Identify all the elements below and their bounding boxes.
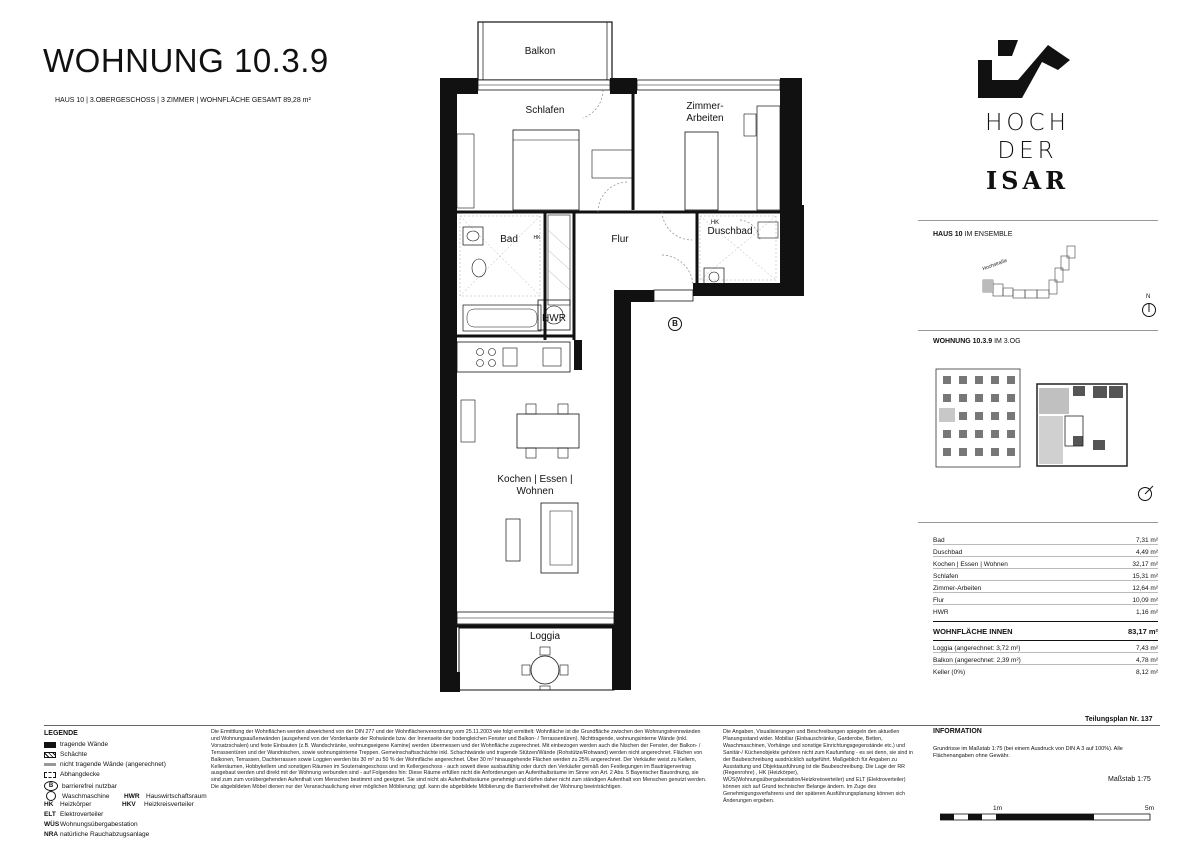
scale-label: Maßstab 1:75 [1108,776,1151,783]
legend-item: NRA natürliche Rauchabzugsanlage [44,831,150,838]
extra-area-row: Balkon (angerechnet: 2,39 m²) 4,78 m² [933,657,1158,664]
legal-notes-col2: Die Angaben, Visualisierungen und Beschreibungen spiegeln den aktuellen Planungsstand wider. Mobiliar (Einbauschränke, Garderobe, Betten, Waschmaschinen, Vorhänge und sonstige Einrichtungsgegenstände etc.) und Sanitär-/ Küchenobjekte gehören nicht zum Kaufumfang - es sei denn, sie sind in der Baubeschreibung ausdrücklich aufgeführt. Maßgeblich für Angaben zu Ausstattung und Objektausführung ist die Baubeschreibung. Die Lage der RR (Regenrohre) , HK (Heizkörper), WÜS(Wohnungsübergabestation/Heizkreisverteiler) und ELT (Elektroverteiler) können sich auf Grund technischer Belange ändern. Im Zuge des Genehmigungsverfahrens und der späteren Ausführungsplanung können sich Änderungen ergeben. [723,729,913,805]
area-row: HWR 1,16 m² [933,609,1158,616]
divider [933,621,1158,622]
footer-divider [44,725,1160,726]
scale-bar [940,812,1160,824]
hk-label-duschbad: HK [710,220,720,226]
room-label-duschbad: Duschbad [707,226,753,237]
legend-item: B barrierefrei nutzbar [44,781,117,791]
logo-line-hoch: HOCH [985,110,1070,136]
scale-1m-label: 1m [993,805,1003,812]
area-row: Zimmer-Arbeiten 12,64 m² [933,585,1158,592]
legend-item: ELT Elektroverteiler [44,811,104,818]
area-row: Schlafen 15,31 m² [933,573,1158,580]
info-title: INFORMATION [933,728,982,735]
legend-item: nicht tragende Wände (angerechnet) [44,761,166,768]
info-text: Grundrisse im Maßstab 1:75 (bei einem Ausdruck von DIN A 3 auf 100%). Alle Flächenangaben ohne Gewähr. [933,746,1123,759]
room-label-schlafen: Schlafen [525,105,565,116]
room-label-kochen-2: Wohnen [516,486,554,497]
extra-area-row: Loggia (angerechnet: 3,72 m²) 7,43 m² [933,645,1158,652]
legend-item: Schächte [44,751,87,758]
street-label: Hochstraße [981,257,1009,273]
divider [918,522,1158,523]
page-subtitle: HAUS 10 | 3.OBERGESCHOSS | 3 ZIMMER | WOHNFLÄCHE GESAMT 89,28 m² [55,97,311,104]
page-title: WOHNUNG 10.3.9 [43,42,329,79]
compass-icon [1137,484,1155,502]
logo-line-isar: ISAR [985,166,1070,195]
total-area-row: WOHNFLÄCHE INNEN 83,17 m² [933,627,1158,636]
divider [918,330,1158,331]
room-label-zimmer-arbeiten-1: Zimmer- [686,101,724,112]
area-row: Duschbad 4,49 m² [933,549,1158,556]
north-compass-icon [1141,302,1157,318]
room-label-loggia: Loggia [529,631,561,642]
legend-item: tragende Wände [44,741,108,748]
legal-notes-col1: Die Ermittlung der Wohnflächen werden abweichend von der DIN 277 und der Wohnflächenverordnung vom 25.11.2003 wie folgt ermittelt: Wohnfläche ist die Grundfläche zwischen den Wohnungstrennwänden und Wohnungsaußenwänden (ausgehend von der Vorderkante der Rohwände bzw. der Innenseite der bodengleichen Fenster und Balkon- / Terrassentüren). Nichttragende, wohnungsinterne Wände (inkl. Vorsatzschalen) und feste Einbauten (z.B. Wandschränke, wohnungseigene Kamine) werden übermessen und der Wohnfläche zugerechnet. Mit einbezogen werden auch die Nischen der Fenster, der Balkon- / Terrassentüren und der Wandnischen, sowie wohnungsinterne Treppen. Gemeinschaftsschächte inkl. Schachtwände und tragende Stützen/Wände (Rohstütze/Rohwand) werden nicht angerechnet. Flächen von Balkonen, Terrassen, Dachterrassen sowie Loggien werden bis 30 m² zu 50 % der Wohnfläche angerechnet. Über 30 m² hinausgehende Flächen werden zu 25% angerechnet. Der Verkäufer weist zu Kellern, Kellerräumen, Hobbykellern und sonstigen Räumen im Souterraingeschoss und im Kellergeschoss - auch soweit diese ausbaufähig oder durch den Verkäufer gemäß den Festlegungen im Bauträgervertrag ausgebaut werden und direkt mit der Wohnung verbunden sind - auf Folgendes hin: Diese Räume erfüllen nicht die Anforderungen an Aufenthaltsräume im Sinne von Art. 2 Abs. 5 Bayerischer Bauordnung, sie sind zum zum vorübergehenden Aufenthalt vom Menschen bestimmt und geeignet. Sie sind nicht als Aufenthaltsräume genehmigt und dürfen daher nicht zum ständigen Aufenthalt von Menschen genutzt werden. Die abgebildeten Möbel dienen nur der Veranschaulichung einer möglichen Möblierung; ggf. kann die abgebildete Möblierung die Barrierefreiheit der Wohnung beeinträchtigen. [211,729,707,791]
ensemble-title: HAUS 10 IM ENSEMBLE [933,231,1013,238]
legend-item: WÜS Wohnungsübergabestation [44,821,138,828]
ensemble-site-map [975,240,1095,310]
room-label-kochen-1: Kochen | Essen | [497,474,573,485]
legend-item: Abhangdecke [44,771,100,778]
unit-location-diagram [933,366,1133,470]
unit-title: WOHNUNG 10.3.9 IM 3.OG [933,338,1021,345]
legend-item: Waschmaschine HWR Hauswirtschaftsraum [44,791,207,801]
logo-mark-icon [978,40,1070,98]
divider [933,640,1158,641]
area-row: Kochen | Essen | Wohnen 32,17 m² [933,561,1158,568]
logo-line-der: DER [997,138,1058,164]
hk-label-bad: HK [533,235,541,241]
plan-number: Teilungsplan Nr. 137 [1085,716,1153,723]
scale-5m-label: 5m [1145,805,1155,812]
legend-title: LEGENDE [44,730,78,737]
floor-plan [430,20,810,710]
room-label-hwr: HWR [542,313,566,324]
room-label-balkon: Balkon [524,46,556,57]
divider [918,220,1158,221]
room-label-zimmer-arbeiten-2: Arbeiten [686,113,724,124]
legend-item: HK Heizkörper HKV Heizkreisverteiler [44,801,194,808]
extra-area-row: Keller (0%) 8,12 m² [933,669,1158,676]
barrier-free-badge: B [672,319,678,328]
room-label-flur: Flur [611,234,629,245]
area-row: Flur 10,09 m² [933,597,1158,604]
area-row: Bad 7,31 m² [933,537,1158,544]
north-label: N [1146,294,1151,300]
room-label-bad: Bad [500,234,518,245]
